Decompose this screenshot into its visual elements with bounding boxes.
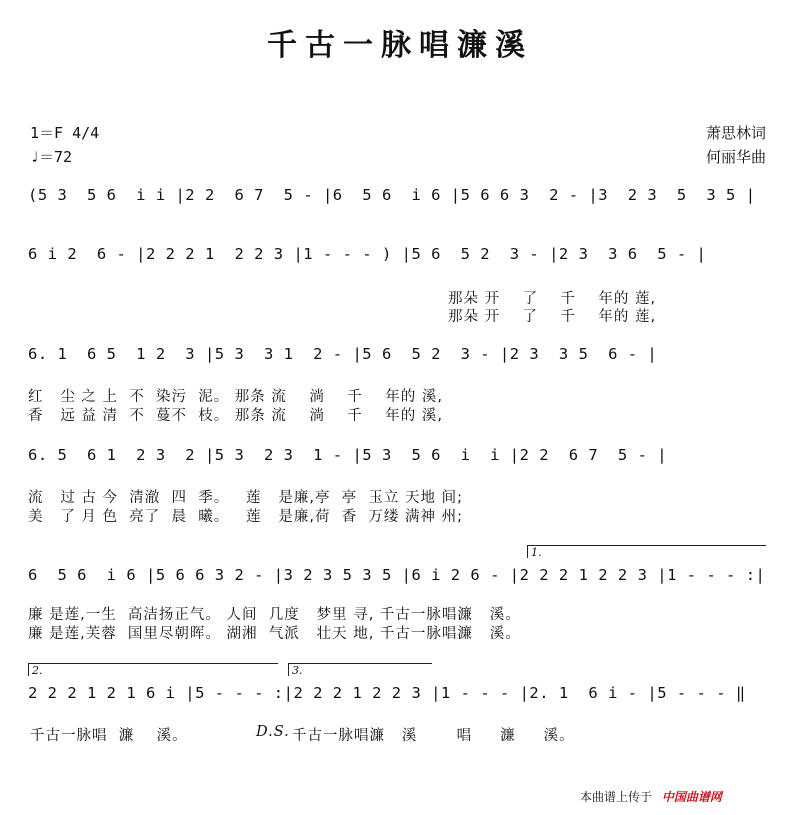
volta-2: 2. [28, 663, 278, 676]
lyric-line-3: 红 尘 之 上 不 染污 泥。 那条 流 淌 千 年的 溪, [28, 389, 443, 405]
lyric-line-6: 美 了 月 色 亮了 晨 曦。 莲 是廉,荷 香 万缕 满神 州; [28, 509, 464, 525]
lyric-line-10: 千古一脉唱濂 溪 唱 濂 溪。 [292, 728, 575, 744]
ds-mark: D.S. [256, 724, 290, 740]
lyric-line-8: 廉 是莲,芙蓉 国里尽朝晖。 湖湘 气派 壮天 地, 千古一脉唱濂 溪。 [28, 626, 521, 642]
notation-line-3: 6. 1 6 5 1 2 3 |5 3 3 1 2 - |5 6 5 2 3 - |2 3 3 5 6 - | [28, 345, 658, 363]
key-signature: 1＝F 4/4 [30, 124, 100, 142]
volta-3: 3. [288, 663, 432, 676]
footer [580, 788, 790, 805]
notation-line-2: 6 i 2 6 - |2 2 2 1 2 2 3 |1 - - - ) |5 6 5 2 3 - |2 3 3 6 5 - | [28, 245, 707, 263]
notation-line-1: (5 3 5 6 i i |2 2 6 7 5 - |6 5 6 i 6 |5 6 6 3 2 - |3 2 3 5 3 5 | [28, 186, 756, 204]
notation-line-4: 6. 5 6 1 2 3 2 |5 3 2 3 1 - |5 3 5 6 i i |2 2 6 7 5 - | [28, 446, 668, 464]
notation-line-6: 2 2 2 1 2 1 6 i |5 - - - :|2 2 2 1 2 2 3 |1 - - - |2. 1 6 i - |5 - - - ‖ [28, 684, 746, 702]
song-title: 千古一脉唱濂溪 [267, 28, 533, 63]
lyric-line-7: 廉 是莲,一生 高洁扬正气。 人间 几度 梦里 寻, 千古一脉唱濂 溪。 [28, 607, 521, 623]
lyric-line-9: 千古一脉唱 濂 溪。 [30, 728, 188, 744]
lyricist: 萧思林词 [706, 124, 767, 142]
lyric-line-2: 那朵 开 了 千 年的 莲, [448, 309, 657, 325]
lyric-line-5: 流 过 古 今 清澈 四 季。 莲 是廉,亭 亭 玉立 天地 间; [28, 490, 464, 506]
tempo-marking: ♩＝72 [30, 148, 73, 166]
lyric-line-4: 香 远 益 清 不 蔓不 枝。 那条 流 淌 千 年的 溪, [28, 408, 443, 424]
composer: 何丽华曲 [706, 148, 767, 166]
volta-1: 1. [527, 545, 766, 558]
notation-line-5: 6 5 6 i 6 |5 6 6 3 2 - |3 2 3 5 3 5 |6 i 2 6 - |2 2 2 1 2 2 3 |1 - - - :| [28, 566, 766, 584]
footer-text: 本曲谱上传于 [580, 790, 653, 804]
lyric-line-1: 那朵 开 了 千 年的 莲, [448, 291, 657, 307]
site-logo[interactable]: 中国曲谱网 [661, 790, 722, 804]
